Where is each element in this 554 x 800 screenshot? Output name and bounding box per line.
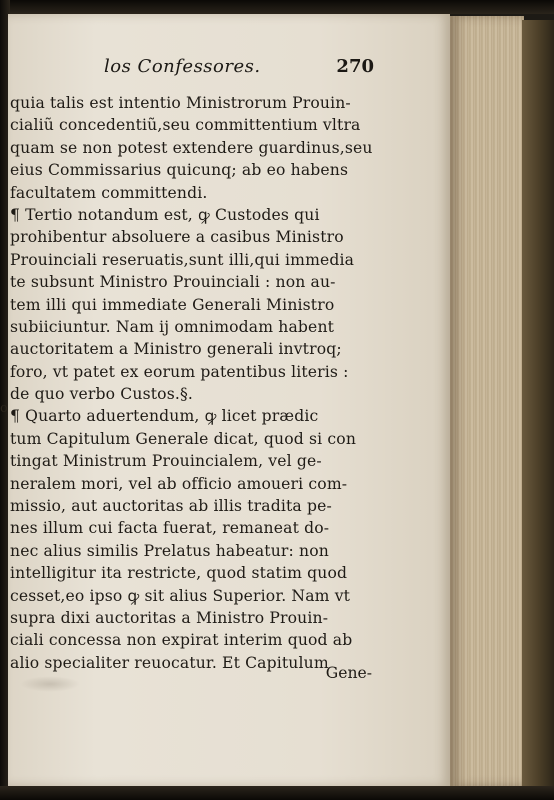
text-line: intelligitur ita restricte, quod statim quod [10,564,348,583]
text-line: auctoritatem a Ministro generali invtroq; [10,340,342,359]
body-text [10,92,372,674]
text-line: de quo verbo Custos.§. [10,385,194,404]
text-line: facultatem committendi. [10,183,208,202]
page-header [104,56,374,84]
text-line: te subsunt Ministro Prouinciali : non au- [10,273,336,292]
text-line: ciali concessa non expirat interim quod ab [10,631,353,650]
text-line: foro, vt patet ex eorum patentibus literis : [10,362,349,381]
catchword: Gene- [325,664,372,682]
text-line: nes illum cui facta fuerat, remaneat do- [10,519,330,538]
page-fore-edge [450,16,524,786]
text-line: cialiũ concedentiũ,seu committentium vltra [10,116,361,135]
running-title: los Confessores. [104,56,261,77]
text-line: tingat Ministrum Prouincialem, vel ge- [10,452,322,471]
text-line: subiiciuntur. Nam ij omnimodam habent [10,317,335,336]
text-line: neralem mori, vel ab officio amoueri com- [10,474,348,493]
text-line: supra dixi auctoritas a Ministro Prouin- [10,608,329,627]
text-line: tum Capitulum Generale dicat, quod si con [10,429,357,448]
book-cover-edge [522,20,554,800]
text-line: tem illi qui immediate Generali Ministro [10,295,335,314]
text-line: ¶ Tertio notandum est, ꝙ Custodes qui [10,205,320,224]
ink-smudge [20,676,80,692]
page-number: 270 [336,56,374,77]
margin-mark: o [0,401,8,416]
text-line: cesset,eo ipso ꝙ sit alius Superior. Nam vt [10,586,351,605]
text-line: alio specialiter reuocatur. Et Capitulum [10,653,329,672]
text-line: ¶ Quarto aduertendum, ꝙ licet prædic [10,407,319,426]
book-bottom-shadow [0,786,554,800]
text-line: quam se non potest extendere guardinus,seu [10,138,373,157]
text-line: quia talis est intentio Ministrorum Prouin- [10,94,351,112]
text-line: prohibentur absoluere a casibus Ministro [10,228,344,247]
text-line: eius Commissarius quicunq; ab eo habens [10,161,349,180]
text-line: nec alius similis Prelatus habeatur: non [10,541,329,560]
book-top-shadow [0,0,554,14]
text-line: missio, aut auctoritas ab illis tradita pe- [10,497,332,516]
text-line: Prouinciali reseruatis,sunt illi,qui immedia [10,250,355,269]
